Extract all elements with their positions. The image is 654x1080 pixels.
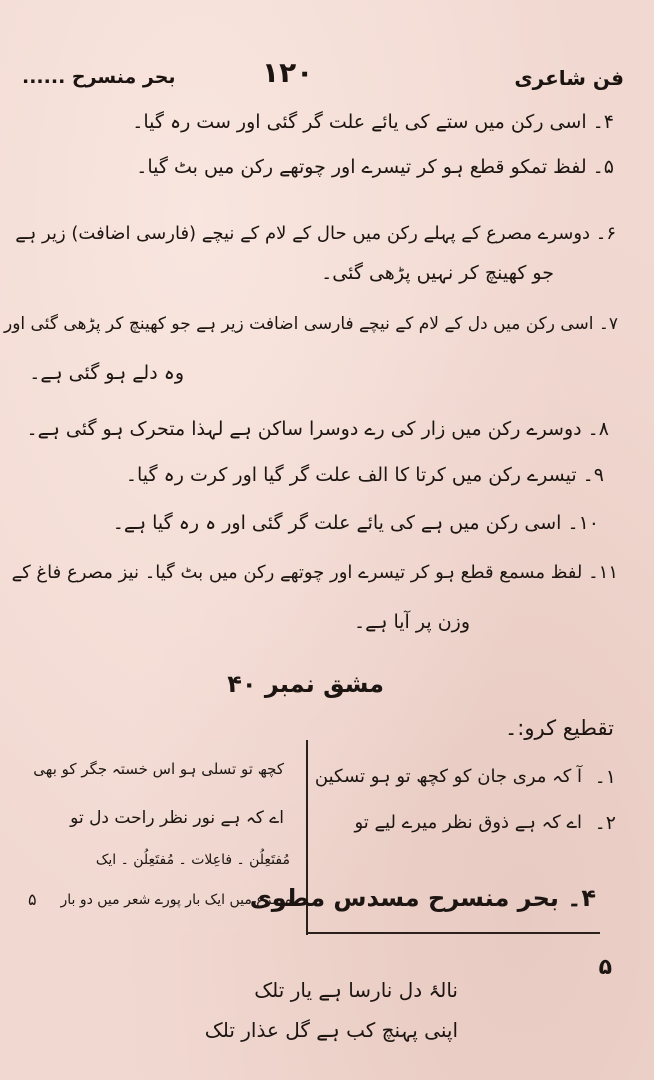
section-description: مصرع میں ایک بار پورے شعر میں دو بار — [60, 892, 292, 908]
note-7-line-2: وہ دلے ہو گئی ہے۔ — [29, 362, 184, 384]
exercise-instruction: تقطیع کرو:۔ — [505, 716, 614, 740]
couplet-number: ۲۔ — [594, 812, 616, 834]
note-5: ۵۔ لفظ تمکو قطع ہو کر تیسرے اور چوتھے رکن میں بٹ گیا۔ — [136, 156, 614, 178]
note-11-line-2: وزن پر آیا ہے۔ — [354, 611, 470, 633]
note-6-line-2: جو کھینچ کر نہیں پڑھی گئی۔ — [321, 262, 554, 284]
header-title-left: بحر منسرح ...... — [22, 66, 176, 88]
note-9: ۹۔ تیسرے رکن میں کرتا کا الف علت گر گیا اور کرت رہ گیا۔ — [125, 464, 604, 486]
margin-mark: ۵ — [28, 890, 37, 909]
couplet-line-right: اے کہ ہے ذوق نظر میرے لیے تو — [354, 812, 582, 833]
header-title-right: فن شاعری — [514, 66, 624, 90]
section-arkan: مُفتَعِلُن ۔ فاعِلات ۔ مُفتَعِلُن ۔ ایک — [95, 852, 290, 868]
exercise-heading: مشق نمبر ۴۰ — [227, 670, 384, 698]
section-heading: ۴۔ بحر منسرح مسدس مطوی — [249, 884, 596, 912]
page-number: ۱۲۰ — [262, 56, 314, 89]
couplet-number: ۱۔ — [594, 766, 616, 788]
note-11-line-1: ۱۱۔ لفظ مسمع قطع ہو کر تیسرے اور چوتھے رکن میں بٹ گیا۔ نیز مصرع فاغ کے — [11, 562, 618, 583]
note-4: ۴۔ اسی رکن میں ستے کی یائے علت گر گئی اور ست رہ گیا۔ — [132, 111, 614, 133]
couplet-line-left: کچھ تو تسلی ہو اس خستہ جگر کو بھی — [33, 760, 284, 778]
note-7-line-1: ۷۔ اسی رکن میں دل کے لام کے نیچے فارسی اضافت زیر ہے جو کھینچ کر پڑھی گئی اور — [3, 314, 618, 334]
note-6-line-1: ۶۔ دوسرے مصرع کے پہلے رکن میں حال کے لام کے نیچے (فارسی اضافت) زیر ہے — [15, 223, 616, 244]
example-line-2: اپنی پہنچ کب ہے گل عذار تلک — [204, 1018, 458, 1042]
note-10: ۱۰۔ اسی رکن میں ہے کی یائے علت گر گئی اور ہ رہ گیا ہے۔ — [112, 512, 599, 534]
section-heading-rule — [306, 932, 600, 934]
note-8: ۸۔ دوسرے رکن میں زار کی رے دوسرا ساکن ہے لہذا متحرک ہو گئی ہے۔ — [26, 418, 609, 440]
couplet-line-right: آ کہ مری جان کو کچھ تو ہو تسکین — [314, 766, 582, 787]
couplet-line-left: اے کہ ہے نور نظر راحت دل تو — [70, 808, 284, 828]
example-line-1: نالۂ دل نارسا ہے یار تلک — [254, 978, 458, 1002]
example-number: ۵ — [598, 955, 612, 980]
